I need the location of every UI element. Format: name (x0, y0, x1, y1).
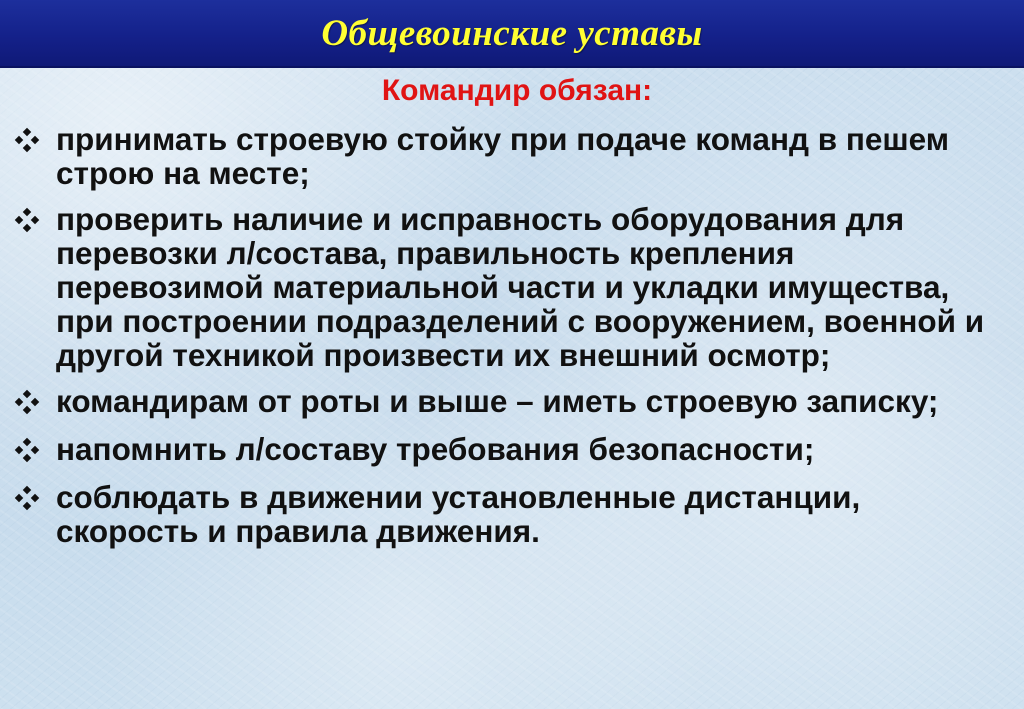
diamond-bullet-icon (14, 202, 56, 238)
list-item (14, 480, 1004, 548)
duty-list (14, 122, 1004, 560)
subtitle: Командир обязан: (381, 74, 653, 107)
diamond-bullet-icon (14, 384, 56, 420)
list-item-text: соблюдать в движении установленные дистанции, скорость и правила движения. (56, 479, 861, 549)
list-item (14, 384, 1004, 420)
list-item-text: командирам от роты и выше – иметь строевую записку; (56, 383, 939, 419)
list-item (14, 122, 1004, 190)
page-title: Общевоинские уставы (321, 12, 703, 54)
diamond-bullet-icon (14, 480, 56, 516)
diamond-bullet-icon (14, 122, 56, 158)
list-item-text: напомнить л/составу требования безопасности; (56, 431, 815, 467)
header-bar (0, 0, 1024, 68)
list-item (14, 432, 1004, 468)
list-item-text: принимать строевую стойку при подаче команд в пешем строю на месте; (56, 121, 950, 191)
list-item-text: проверить наличие и исправность оборудования для перевозки л/состава, правильность крепления перевозимой материальной части и укладки имущества, при построении подразделений с вооружением, военной и другой техникой произвести их внешний осмотр; (56, 201, 985, 373)
list-item (14, 202, 1004, 372)
diamond-bullet-icon (14, 432, 56, 468)
